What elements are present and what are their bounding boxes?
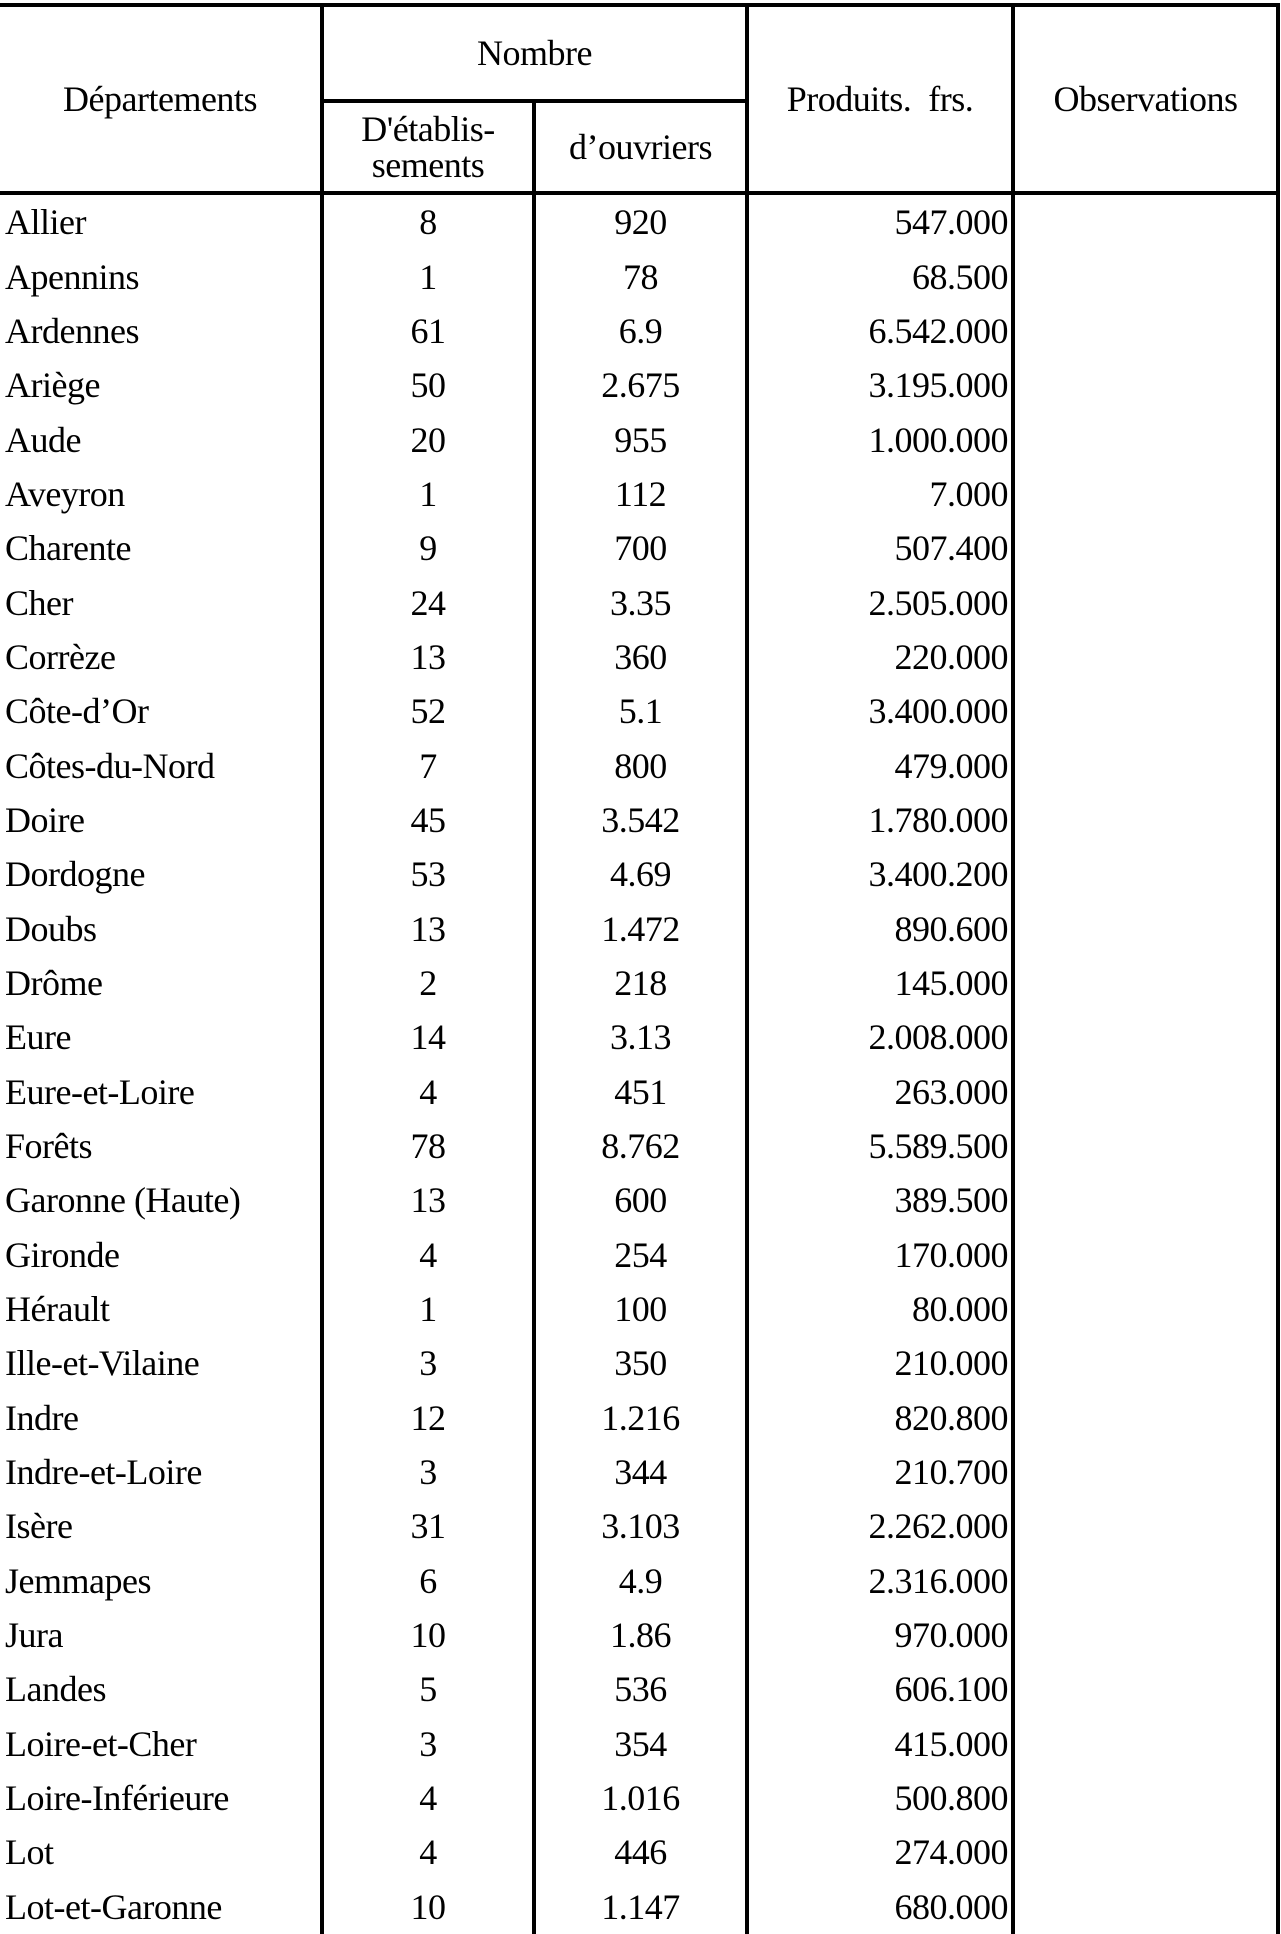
cell-ouvriers: 218	[534, 956, 747, 1010]
table-row	[0, 956, 1278, 1010]
cell-etablissements: 4	[322, 1228, 534, 1282]
cell-ouvriers: 100	[534, 1282, 747, 1336]
cell-observations	[1013, 1173, 1278, 1227]
cell-produits: 1.000.000	[747, 412, 1013, 466]
cell-ouvriers: 955	[534, 412, 747, 466]
cell-observations	[1013, 1119, 1278, 1173]
cell-observations	[1013, 249, 1278, 303]
cell-departement: Ardennes	[0, 304, 322, 358]
cell-produits: 2.316.000	[747, 1554, 1013, 1608]
header-observations: Observations	[1013, 5, 1278, 193]
cell-produits: 970.000	[747, 1608, 1013, 1662]
cell-etablissements: 8	[322, 193, 534, 249]
cell-produits: 210.700	[747, 1445, 1013, 1499]
cell-ouvriers: 3.35	[534, 575, 747, 629]
cell-observations	[1013, 521, 1278, 575]
cell-etablissements: 1	[322, 467, 534, 521]
cell-departement: Landes	[0, 1662, 322, 1716]
cell-ouvriers: 8.762	[534, 1119, 747, 1173]
cell-produits: 415.000	[747, 1717, 1013, 1771]
cell-ouvriers: 5.1	[534, 684, 747, 738]
table-row	[0, 304, 1278, 358]
cell-ouvriers: 1.016	[534, 1771, 747, 1825]
cell-departement: Loire-Inférieure	[0, 1771, 322, 1825]
cell-ouvriers: 254	[534, 1228, 747, 1282]
cell-ouvriers: 4.69	[534, 847, 747, 901]
cell-observations	[1013, 412, 1278, 466]
cell-observations	[1013, 1554, 1278, 1608]
table-row	[0, 1010, 1278, 1064]
cell-produits: 820.800	[747, 1391, 1013, 1445]
table-row	[0, 1880, 1278, 1934]
cell-observations	[1013, 1717, 1278, 1771]
cell-produits: 547.000	[747, 193, 1013, 249]
cell-produits: 479.000	[747, 738, 1013, 792]
cell-ouvriers: 536	[534, 1662, 747, 1716]
cell-etablissements: 61	[322, 304, 534, 358]
table-row	[0, 1771, 1278, 1825]
table-row	[0, 1228, 1278, 1282]
cell-departement: Ariège	[0, 358, 322, 412]
table-row	[0, 1499, 1278, 1553]
cell-departement: Drôme	[0, 956, 322, 1010]
cell-etablissements: 45	[322, 793, 534, 847]
cell-departement: Loire-et-Cher	[0, 1717, 322, 1771]
cell-departement: Corrèze	[0, 630, 322, 684]
cell-produits: 680.000	[747, 1880, 1013, 1934]
cell-observations	[1013, 1445, 1278, 1499]
cell-produits: 2.008.000	[747, 1010, 1013, 1064]
cell-etablissements: 12	[322, 1391, 534, 1445]
cell-produits: 80.000	[747, 1282, 1013, 1336]
cell-observations	[1013, 1771, 1278, 1825]
cell-produits: 6.542.000	[747, 304, 1013, 358]
cell-ouvriers: 344	[534, 1445, 747, 1499]
cell-etablissements: 6	[322, 1554, 534, 1608]
table-row	[0, 1662, 1278, 1716]
cell-produits: 7.000	[747, 467, 1013, 521]
cell-produits: 3.195.000	[747, 358, 1013, 412]
cell-observations	[1013, 304, 1278, 358]
table-row	[0, 575, 1278, 629]
cell-departement: Forêts	[0, 1119, 322, 1173]
cell-observations	[1013, 847, 1278, 901]
cell-departement: Jemmapes	[0, 1554, 322, 1608]
cell-observations	[1013, 1282, 1278, 1336]
cell-ouvriers: 1.86	[534, 1608, 747, 1662]
cell-observations	[1013, 1880, 1278, 1934]
cell-produits: 507.400	[747, 521, 1013, 575]
cell-departement: Jura	[0, 1608, 322, 1662]
cell-ouvriers: 4.9	[534, 1554, 747, 1608]
cell-observations	[1013, 901, 1278, 955]
cell-observations	[1013, 467, 1278, 521]
cell-observations	[1013, 193, 1278, 249]
cell-observations	[1013, 1336, 1278, 1390]
cell-departement: Gironde	[0, 1228, 322, 1282]
cell-produits: 3.400.000	[747, 684, 1013, 738]
header-etablissements	[322, 101, 534, 193]
header-nombre: Nombre	[322, 5, 747, 101]
table-row	[0, 1825, 1278, 1879]
table-row	[0, 1173, 1278, 1227]
table-row	[0, 467, 1278, 521]
table-row	[0, 1391, 1278, 1445]
cell-departement: Isère	[0, 1499, 322, 1553]
cell-observations	[1013, 630, 1278, 684]
cell-observations	[1013, 1010, 1278, 1064]
cell-etablissements: 1	[322, 249, 534, 303]
cell-etablissements: 53	[322, 847, 534, 901]
cell-etablissements: 50	[322, 358, 534, 412]
cell-departement: Doubs	[0, 901, 322, 955]
cell-etablissements: 4	[322, 1771, 534, 1825]
cell-observations	[1013, 1391, 1278, 1445]
cell-etablissements: 2	[322, 956, 534, 1010]
cell-observations	[1013, 1825, 1278, 1879]
cell-departement: Eure-et-Loire	[0, 1065, 322, 1119]
cell-etablissements: 3	[322, 1336, 534, 1390]
cell-etablissements: 13	[322, 630, 534, 684]
cell-departement: Indre-et-Loire	[0, 1445, 322, 1499]
cell-ouvriers: 3.13	[534, 1010, 747, 1064]
cell-ouvriers: 350	[534, 1336, 747, 1390]
cell-observations	[1013, 1662, 1278, 1716]
table-row	[0, 1445, 1278, 1499]
cell-departement: Côtes-du-Nord	[0, 738, 322, 792]
table-row	[0, 630, 1278, 684]
cell-etablissements: 3	[322, 1445, 534, 1499]
cell-produits: 274.000	[747, 1825, 1013, 1879]
cell-departement: Charente	[0, 521, 322, 575]
header-departements: Départements	[0, 5, 322, 193]
table-row	[0, 1065, 1278, 1119]
cell-departement: Hérault	[0, 1282, 322, 1336]
cell-etablissements: 7	[322, 738, 534, 792]
cell-produits: 500.800	[747, 1771, 1013, 1825]
cell-departement: Lot	[0, 1825, 322, 1879]
cell-etablissements: 4	[322, 1825, 534, 1879]
table-row	[0, 1336, 1278, 1390]
cell-ouvriers: 6.9	[534, 304, 747, 358]
cell-observations	[1013, 738, 1278, 792]
cell-departement: Indre	[0, 1391, 322, 1445]
table-row	[0, 358, 1278, 412]
table-row	[0, 684, 1278, 738]
cell-etablissements: 13	[322, 901, 534, 955]
cell-ouvriers: 700	[534, 521, 747, 575]
table-row	[0, 521, 1278, 575]
cell-etablissements: 3	[322, 1717, 534, 1771]
cell-departement: Ille-et-Vilaine	[0, 1336, 322, 1390]
cell-departement: Doire	[0, 793, 322, 847]
table-row	[0, 1119, 1278, 1173]
cell-observations	[1013, 684, 1278, 738]
cell-observations	[1013, 1608, 1278, 1662]
cell-departement: Eure	[0, 1010, 322, 1064]
table-row	[0, 1554, 1278, 1608]
cell-produits: 890.600	[747, 901, 1013, 955]
cell-produits: 170.000	[747, 1228, 1013, 1282]
cell-etablissements: 9	[322, 521, 534, 575]
table-row	[0, 901, 1278, 955]
table-row	[0, 249, 1278, 303]
cell-etablissements: 24	[322, 575, 534, 629]
cell-ouvriers: 360	[534, 630, 747, 684]
cell-etablissements: 14	[322, 1010, 534, 1064]
cell-observations	[1013, 793, 1278, 847]
cell-ouvriers: 3.103	[534, 1499, 747, 1553]
cell-ouvriers: 112	[534, 467, 747, 521]
cell-ouvriers: 600	[534, 1173, 747, 1227]
table-row	[0, 193, 1278, 249]
cell-ouvriers: 920	[534, 193, 747, 249]
cell-produits: 263.000	[747, 1065, 1013, 1119]
table-row	[0, 1608, 1278, 1662]
cell-departement: Dordogne	[0, 847, 322, 901]
cell-ouvriers: 1.472	[534, 901, 747, 955]
cell-departement: Garonne (Haute)	[0, 1173, 322, 1227]
cell-ouvriers: 446	[534, 1825, 747, 1879]
cell-produits: 210.000	[747, 1336, 1013, 1390]
cell-departement: Lot-et-Garonne	[0, 1880, 322, 1934]
cell-produits: 1.780.000	[747, 793, 1013, 847]
table-row	[0, 738, 1278, 792]
table-body	[0, 193, 1278, 1934]
cell-ouvriers: 451	[534, 1065, 747, 1119]
cell-departement: Aveyron	[0, 467, 322, 521]
cell-produits: 2.262.000	[747, 1499, 1013, 1553]
header-etablissements-line2: sements	[371, 145, 485, 185]
cell-produits: 68.500	[747, 249, 1013, 303]
cell-departement: Aude	[0, 412, 322, 466]
cell-ouvriers: 78	[534, 249, 747, 303]
table-header	[0, 5, 1278, 193]
cell-etablissements: 4	[322, 1065, 534, 1119]
cell-etablissements: 78	[322, 1119, 534, 1173]
cell-etablissements: 31	[322, 1499, 534, 1553]
cell-etablissements: 52	[322, 684, 534, 738]
cell-observations	[1013, 358, 1278, 412]
cell-departement: Apennins	[0, 249, 322, 303]
cell-ouvriers: 1.147	[534, 1880, 747, 1934]
table-row	[0, 1717, 1278, 1771]
cell-produits: 606.100	[747, 1662, 1013, 1716]
table-row	[0, 793, 1278, 847]
cell-observations	[1013, 1228, 1278, 1282]
cell-ouvriers: 1.216	[534, 1391, 747, 1445]
table-row	[0, 412, 1278, 466]
header-ouvriers: d’ouvriers	[534, 101, 747, 193]
cell-ouvriers: 3.542	[534, 793, 747, 847]
cell-ouvriers: 2.675	[534, 358, 747, 412]
cell-observations	[1013, 1499, 1278, 1553]
cell-departement: Côte-d’Or	[0, 684, 322, 738]
table-row	[0, 1282, 1278, 1336]
cell-etablissements: 10	[322, 1880, 534, 1934]
table-row	[0, 847, 1278, 901]
departements-table	[0, 3, 1280, 1934]
cell-etablissements: 13	[322, 1173, 534, 1227]
header-produits: Produits. frs.	[747, 5, 1013, 193]
cell-ouvriers: 354	[534, 1717, 747, 1771]
cell-produits: 389.500	[747, 1173, 1013, 1227]
cell-departement: Allier	[0, 193, 322, 249]
cell-produits: 5.589.500	[747, 1119, 1013, 1173]
cell-produits: 2.505.000	[747, 575, 1013, 629]
cell-observations	[1013, 956, 1278, 1010]
cell-produits: 3.400.200	[747, 847, 1013, 901]
cell-etablissements: 10	[322, 1608, 534, 1662]
cell-observations	[1013, 1065, 1278, 1119]
cell-etablissements: 5	[322, 1662, 534, 1716]
cell-produits: 145.000	[747, 956, 1013, 1010]
cell-observations	[1013, 575, 1278, 629]
header-etablissements-line1: D'établis-	[361, 109, 495, 149]
cell-etablissements: 1	[322, 1282, 534, 1336]
cell-ouvriers: 800	[534, 738, 747, 792]
cell-produits: 220.000	[747, 630, 1013, 684]
cell-departement: Cher	[0, 575, 322, 629]
cell-etablissements: 20	[322, 412, 534, 466]
